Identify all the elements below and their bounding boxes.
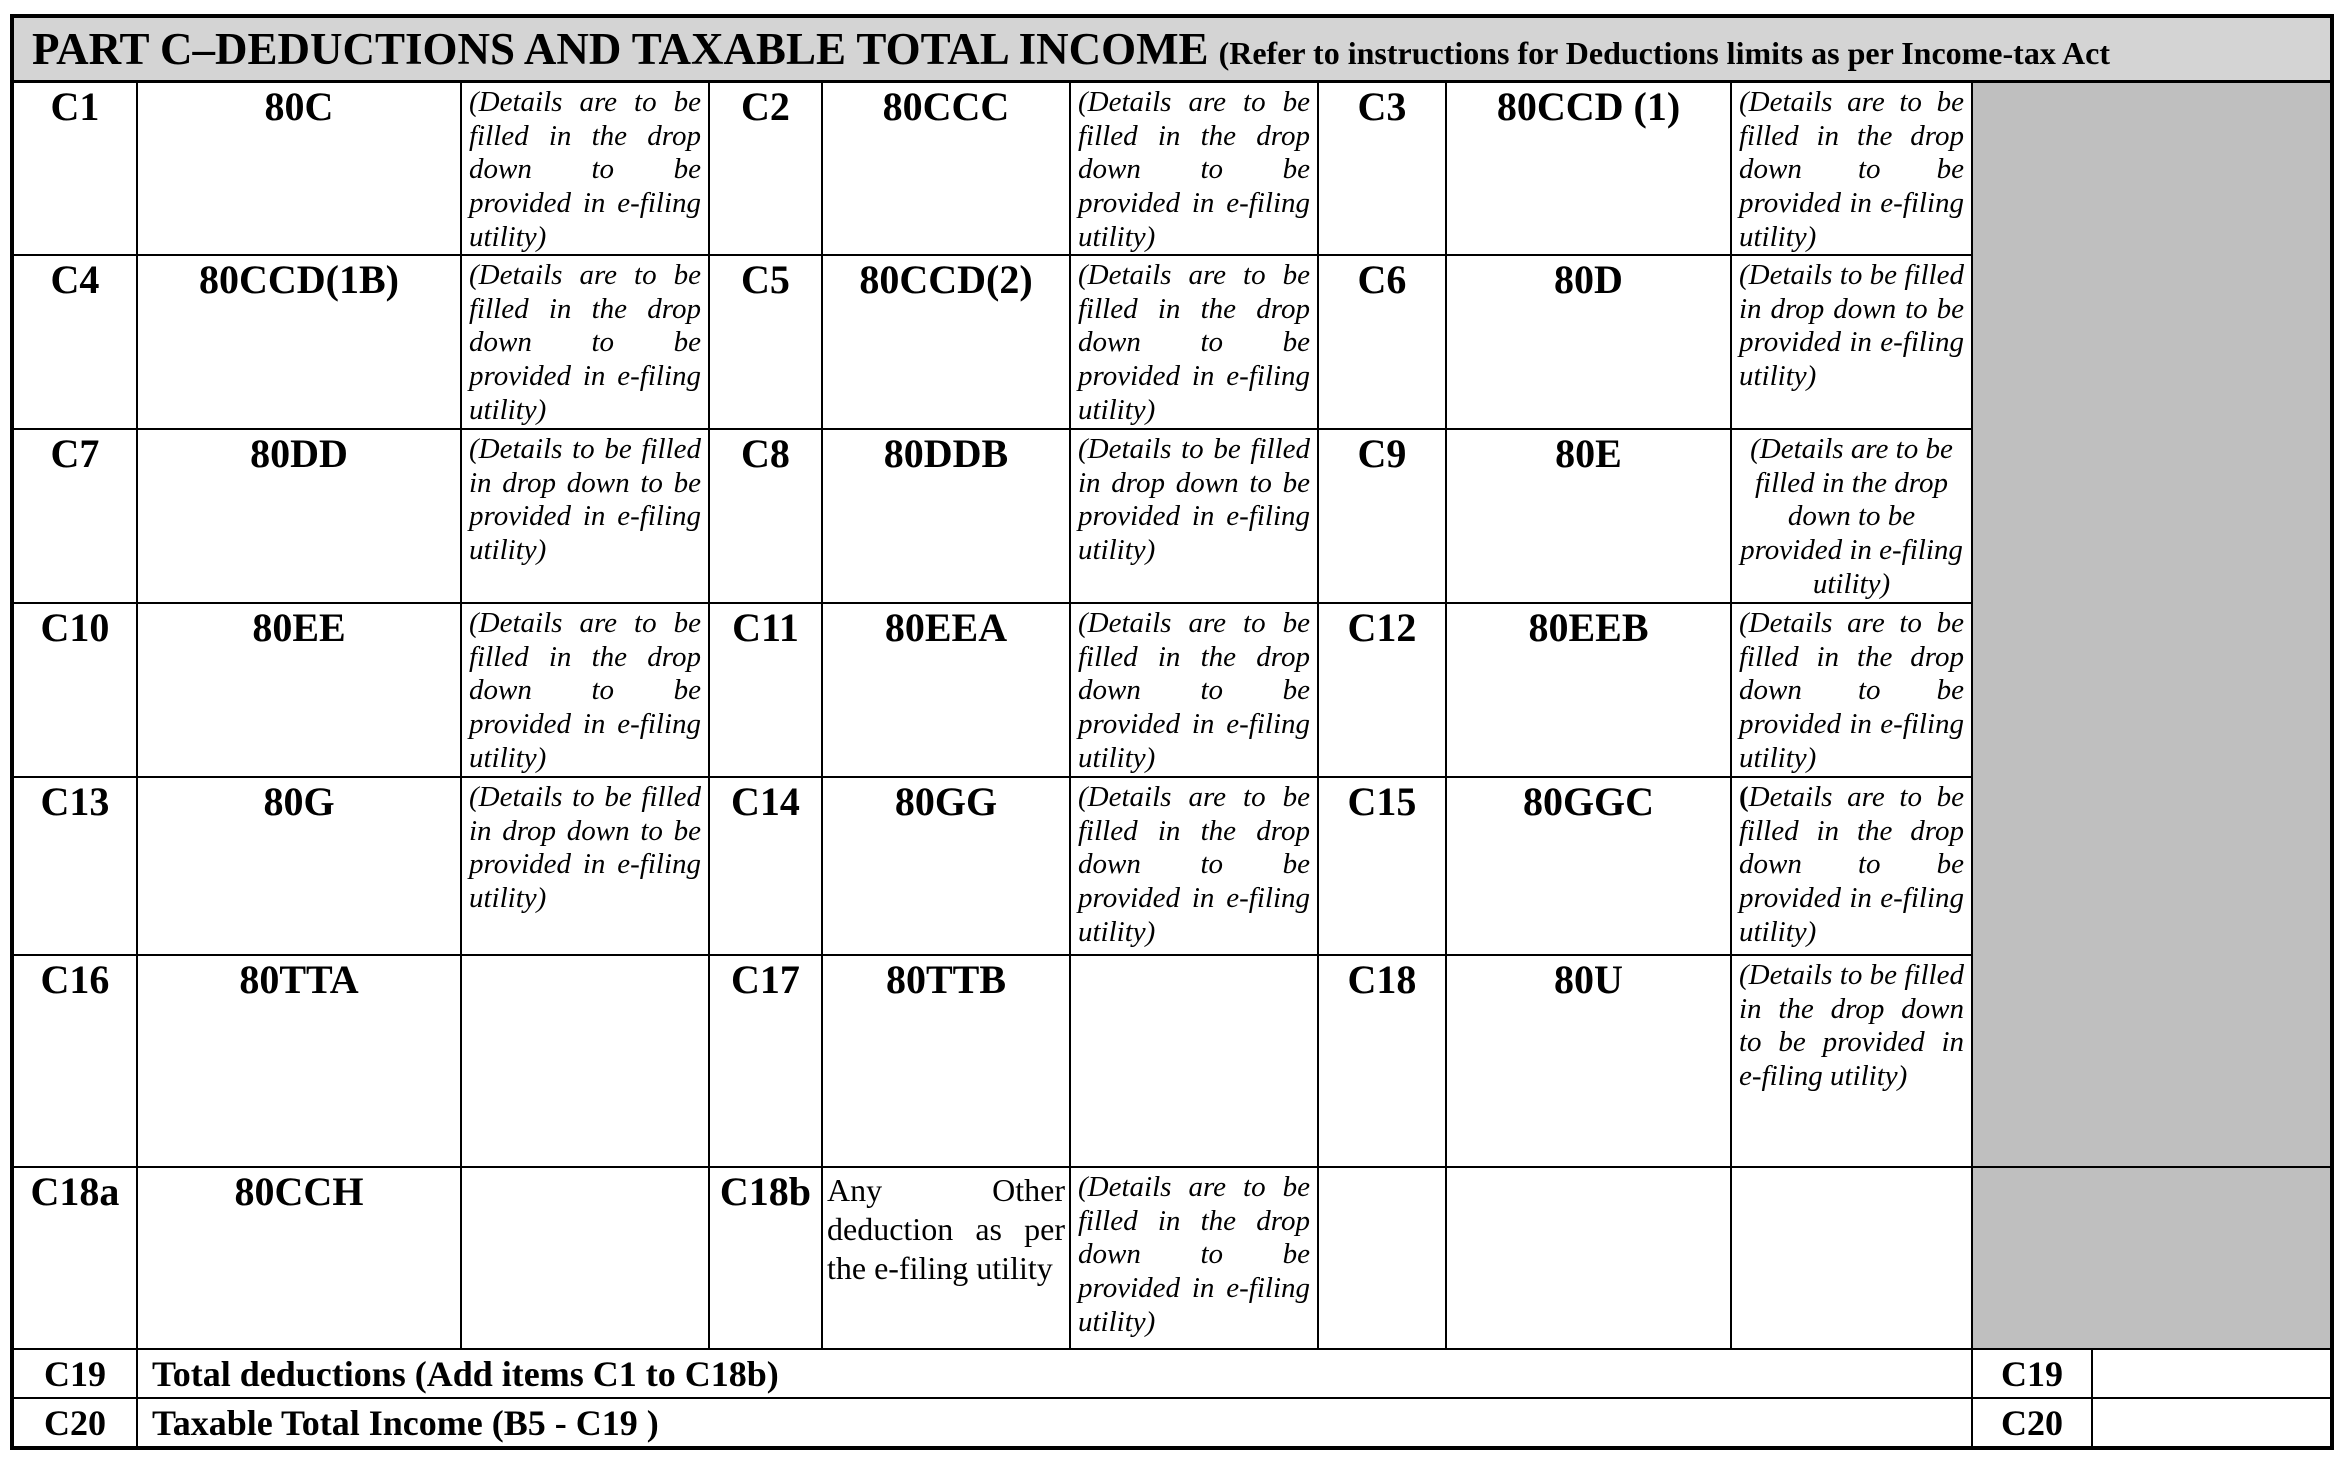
- shaded-block-upper: [1972, 82, 2332, 1168]
- item-code-c1: C1: [12, 82, 137, 256]
- item-code-c2: C2: [709, 82, 822, 256]
- section-80ddb: 80DDB: [822, 429, 1070, 603]
- note-c6: (Details to be filled in drop down to be provided in e-filing utility): [1731, 255, 1972, 429]
- section-80ggc: 80GGC: [1446, 777, 1731, 955]
- item-code-c12: C12: [1318, 603, 1446, 777]
- note-c5: (Details are to be filled in the drop down to be provided in e-filing utility): [1070, 255, 1318, 429]
- part-c-header: [12, 16, 2332, 82]
- shaded-block-lower: [1972, 1167, 2332, 1349]
- item-code-c9: C9: [1318, 429, 1446, 603]
- note-c15-text: Details are to be filled in the drop down to be provided in e-filing utility): [1739, 781, 1964, 948]
- note-c14: (Details are to be filled in the drop down to be provided in e-filing utility): [1070, 777, 1318, 955]
- note-c8: (Details to be filled in drop down to be provided in e-filing utility): [1070, 429, 1318, 603]
- item-code-c10: C10: [12, 603, 137, 777]
- section-80eeb: 80EEB: [1446, 603, 1731, 777]
- ref-code-c19: C19: [1972, 1349, 2092, 1398]
- note-c3: (Details are to be filled in the drop down to be provided in e-filing utility): [1731, 82, 1972, 256]
- section-80ccd1b: 80CCD(1B): [137, 255, 461, 429]
- note-c13: (Details to be filled in drop down to be provided in e-filing utility): [461, 777, 709, 955]
- item-code-c20: C20: [12, 1398, 137, 1448]
- part-c-header-row: [12, 16, 2332, 82]
- section-80dd: 80DD: [137, 429, 461, 603]
- note-c15: [1731, 777, 1972, 955]
- note-c2: (Details are to be filled in the drop down to be provided in e-filing utility): [1070, 82, 1318, 256]
- empty-cell-c18-row-2: [1446, 1167, 1731, 1349]
- note-c9: (Details are to be filled in the drop down to be provided in e-filing utility): [1731, 429, 1972, 603]
- part-c-table: [10, 14, 2334, 1450]
- item-code-c15: C15: [1318, 777, 1446, 955]
- empty-cell-c18-row-3: [1731, 1167, 1972, 1349]
- section-80tta: 80TTA: [137, 955, 461, 1167]
- part-c-sheet: [10, 14, 2334, 1450]
- item-code-c18a: C18a: [12, 1167, 137, 1349]
- ref-code-c20: C20: [1972, 1398, 2092, 1448]
- section-80ccd1: 80CCD (1): [1446, 82, 1731, 256]
- section-80d: 80D: [1446, 255, 1731, 429]
- note-c4: (Details are to be filled in the drop down to be provided in e-filing utility): [461, 255, 709, 429]
- note-c18a: [461, 1167, 709, 1349]
- item-code-c18: C18: [1318, 955, 1446, 1167]
- note-c12: (Details are to be filled in the drop down to be provided in e-filing utility): [1731, 603, 1972, 777]
- part-c-subtitle: (Refer to instructions for Deductions limits as per Income-tax Act: [1218, 35, 2111, 71]
- section-80e: 80E: [1446, 429, 1731, 603]
- section-80ee: 80EE: [137, 603, 461, 777]
- note-c18: (Details to be filled in the drop down to be provided in e-filing utility): [1731, 955, 1972, 1167]
- row-c18a-c18b: [12, 1167, 2332, 1349]
- value-box-c19: [2092, 1349, 2332, 1398]
- item-code-c16: C16: [12, 955, 137, 1167]
- note-c16: [461, 955, 709, 1167]
- item-code-c5: C5: [709, 255, 822, 429]
- item-code-c13: C13: [12, 777, 137, 955]
- item-code-c3: C3: [1318, 82, 1446, 256]
- note-c11: (Details are to be filled in the drop down to be provided in e-filing utility): [1070, 603, 1318, 777]
- note-c15-open-paren: (: [1739, 781, 1749, 814]
- item-code-c4: C4: [12, 255, 137, 429]
- label-total-deductions: Total deductions (Add items C1 to C18b): [137, 1349, 1972, 1398]
- section-80c: 80C: [137, 82, 461, 256]
- note-c10: (Details are to be filled in the drop down to be provided in e-filing utility): [461, 603, 709, 777]
- section-80eea: 80EEA: [822, 603, 1070, 777]
- item-code-c11: C11: [709, 603, 822, 777]
- item-code-c7: C7: [12, 429, 137, 603]
- section-80ccd2: 80CCD(2): [822, 255, 1070, 429]
- row-c1-c3: [12, 82, 2332, 256]
- note-c7: (Details to be filled in drop down to be provided in e-filing utility): [461, 429, 709, 603]
- value-box-c20: [2092, 1398, 2332, 1448]
- note-c17: [1070, 955, 1318, 1167]
- section-80ccc: 80CCC: [822, 82, 1070, 256]
- note-c18b: (Details are to be filled in the drop down to be provided in e-filing utility): [1070, 1167, 1318, 1349]
- label-taxable-total-income: Taxable Total Income (B5 - C19 ): [137, 1398, 1972, 1448]
- item-code-c14: C14: [709, 777, 822, 955]
- section-80cch: 80CCH: [137, 1167, 461, 1349]
- section-80gg: 80GG: [822, 777, 1070, 955]
- item-code-c17: C17: [709, 955, 822, 1167]
- note-c1: (Details are to be filled in the drop down to be provided in e-filing utility): [461, 82, 709, 256]
- part-c-title: PART C–DEDUCTIONS AND TAXABLE TOTAL INCOME: [32, 24, 1209, 74]
- section-80u: 80U: [1446, 955, 1731, 1167]
- row-taxable-total-income: [12, 1398, 2332, 1448]
- item-code-c6: C6: [1318, 255, 1446, 429]
- row-total-deductions: [12, 1349, 2332, 1398]
- section-80ttb: 80TTB: [822, 955, 1070, 1167]
- section-80g: 80G: [137, 777, 461, 955]
- item-code-c8: C8: [709, 429, 822, 603]
- item-code-c19: C19: [12, 1349, 137, 1398]
- label-c18b-any-other-deduction: Any Other deduction as per the e-filing utility: [822, 1167, 1070, 1349]
- item-code-c18b: C18b: [709, 1167, 822, 1349]
- empty-cell-c18-row-1: [1318, 1167, 1446, 1349]
